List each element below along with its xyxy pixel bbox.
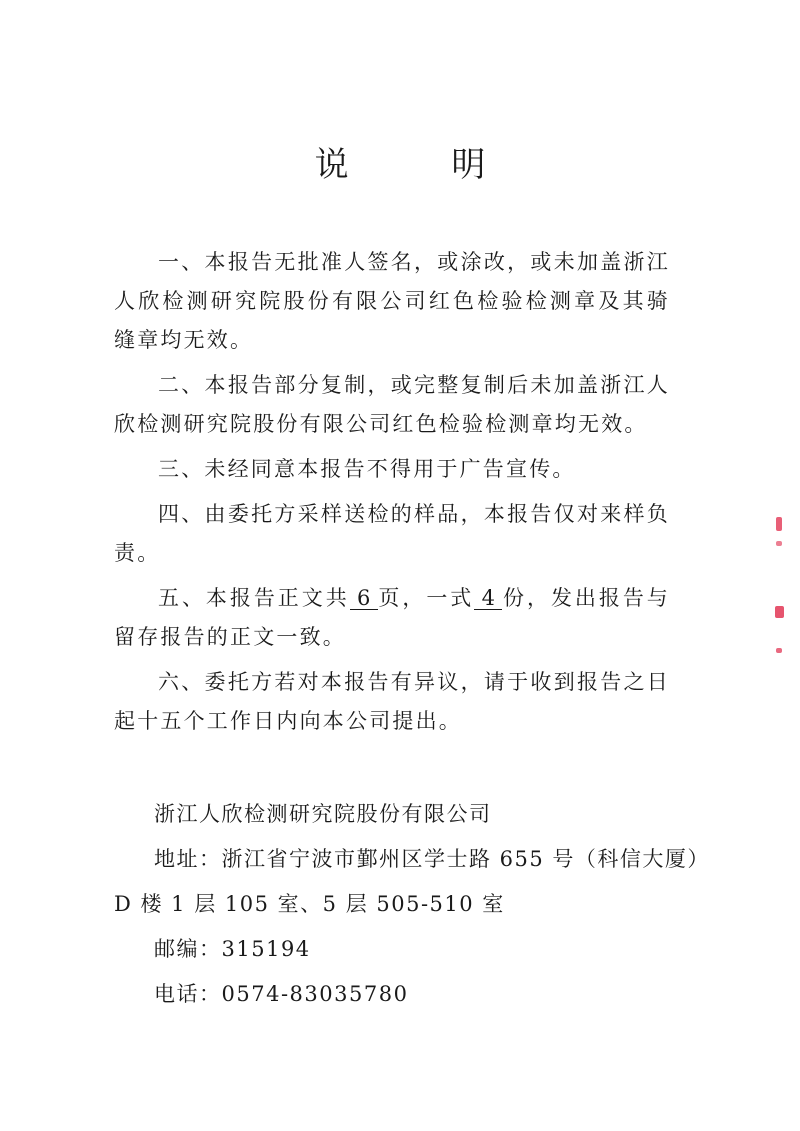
address-line-1	[114, 845, 710, 873]
note-5	[114, 579, 670, 657]
note-1: 一、本报告无批准人签名，或涂改，或未加盖浙江人欣检测研究院股份有限公司红色检验检测章及其骑缝章均无效。	[114, 250, 670, 352]
contact-block	[114, 800, 710, 1025]
seam-seal-fragment	[776, 517, 782, 531]
note-5-part2: 页，一式	[377, 586, 475, 610]
note-2: 二、本报告部分复制，或完整复制后未加盖浙江人欣检测研究院股份有限公司红色检验检测章均无效。	[114, 373, 670, 436]
page-title: 说 明	[314, 145, 532, 185]
address-label: 地址：	[154, 847, 222, 871]
seam-seal-fragment	[775, 606, 784, 618]
seam-seal-fragment	[776, 648, 782, 653]
note-5-part1: 五、本报告正文共	[158, 586, 350, 610]
note-4: 四、由委托方采样送检的样品，本报告仅对来样负责。	[114, 502, 670, 565]
address-value: 浙江省宁波市鄞州区学士路 655 号（科信大厦）	[221, 847, 710, 871]
notes-list	[114, 243, 670, 747]
seam-seal-fragment	[776, 541, 782, 546]
page-count: 6	[350, 587, 378, 610]
postcode-line	[114, 935, 694, 963]
phone-label: 电话：	[154, 982, 222, 1006]
postcode-label: 邮编：	[154, 937, 222, 961]
address-line-2: D 楼 1 层 105 室、5 层 505-510 室	[114, 892, 505, 916]
phone-line	[114, 980, 694, 1008]
copy-count: 4	[474, 587, 502, 610]
note-3: 三、未经同意本报告不得用于广告宣传。	[158, 457, 576, 481]
note-6: 六、委托方若对本报告有异议，请于收到报告之日起十五个工作日内向本公司提出。	[114, 670, 670, 733]
phone-value: 0574-83035780	[221, 982, 409, 1006]
note-5-part3: 份，发出报告与留存报告的正文一致。	[114, 586, 670, 649]
postcode-value: 315194	[221, 937, 311, 961]
company-name: 浙江人欣检测研究院股份有限公司	[154, 802, 492, 826]
